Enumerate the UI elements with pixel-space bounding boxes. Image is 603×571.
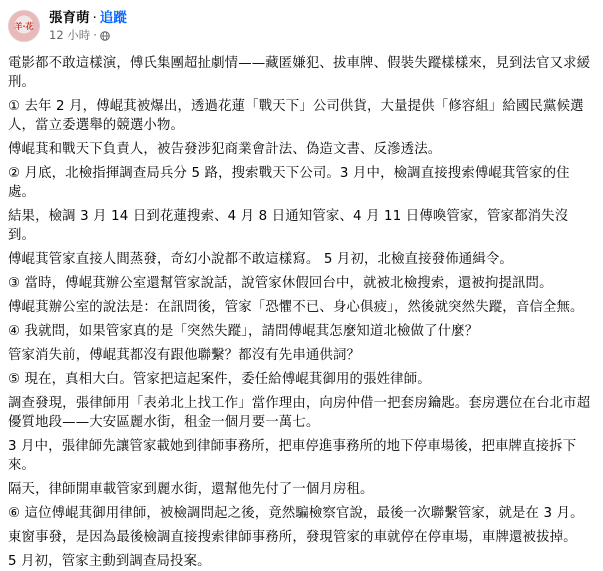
post-paragraph-2: ① 去年 2 月，傅崐萁被爆出，透過花蓮「戰天下」公司供貨，大量提供「修容組」給國民黨候選人，當立委選舉的競選小物。 [8, 99, 584, 133]
post-paragraph-6: 傅崐萁管家直接人間蒸發，奇幻小說都不敢這樣寫。 5 月初，北檢直接發佈通緝令。 [8, 252, 513, 267]
post-header [8, 6, 593, 46]
avatar[interactable] [8, 10, 40, 42]
post-paragraph-15: ⑥ 這位傅崐萁御用律師，被檢調問起之後，竟然騙檢察官說，最後一次聯繫管家，就是在 3 月。 [8, 506, 584, 521]
author-name[interactable]: 張育萌 [49, 9, 90, 26]
post-timestamp[interactable]: 12 小時 [49, 27, 91, 42]
post-paragraph-7: ③ 當時，傅崐萁辦公室還幫管家說話，說管家休假回台中，就被北檢搜索，還被拘提訊問。 [8, 276, 553, 291]
post-paragraph-10: 管家消失前，傅崐萁都沒有跟他聯繫？都沒有先串通供詞？ [8, 348, 361, 363]
post-paragraph-13: 3 月中，張律師先讓管家載她到律師事務所，把車停進事務所的地下停車場後，把車牌直接拆下來。 [8, 439, 577, 473]
post-paragraph-16: 東窗事發，是因為最後檢調直接搜索律師事務所，發現管家的車就停在停車場，車牌還被拔掉。 [8, 530, 577, 545]
post-paragraph-17: 5 月初，管家主動到調查局投案。 [8, 554, 211, 569]
globe-icon [100, 30, 110, 40]
time-row [49, 28, 127, 43]
name-separator: · [92, 9, 97, 26]
post-paragraph-1: 電影都不敢這樣演，傅氏集團超扯劇情——藏匿嫌犯、拔車牌、假裝失蹤樣樣來，見到法官又求緩刑。 [8, 56, 591, 90]
post-body [8, 54, 593, 571]
post-meta [49, 10, 127, 43]
post-paragraph-5: 結果，檢調 3 月 14 日到花蓮搜索、4 月 8 日通知管家、4 月 11 日傳喚管家，管家都消失沒到。 [8, 209, 569, 243]
time-separator: · [93, 27, 97, 42]
avatar-text: 羊·花 [14, 21, 34, 31]
post-paragraph-4: ② 月底，北檢指揮調查局兵分 5 路，搜索戰天下公司。3 月中，檢調直接搜索傅崐萁管家的住處。 [8, 166, 570, 200]
post-paragraph-12: 調查發現，張律師用「表弟北上找工作」當作理由，向房仲借一把套房鑰匙。套房選位在台北市超優質地段——大安區麗水街，租金一個月要一萬七。 [8, 396, 591, 430]
name-row [49, 10, 127, 27]
post-paragraph-14: 隔天，律師開車載管家到麗水街，還幫他先付了一個月房租。 [8, 482, 374, 497]
post-paragraph-3: 傅崐萁和戰天下負責人，被告發涉犯商業會計法、偽造文書、反滲透法。 [8, 142, 442, 157]
post-paragraph-9: ④ 我就問，如果管家真的是「突然失蹤」，請問傅崐萁怎麼知道北檢做了什麼？ [8, 324, 479, 339]
post-paragraph-11: ⑤ 現在，真相大白。管家把這起案件，委任給傅崐萁御用的張姓律師。 [8, 372, 431, 387]
follow-button[interactable]: 追蹤 [99, 9, 127, 26]
post-paragraph-8: 傅崐萁辦公室的說法是：在訊問後，管家「恐懼不已、身心俱疲」，然後就突然失蹤，音信全無。 [8, 300, 584, 315]
